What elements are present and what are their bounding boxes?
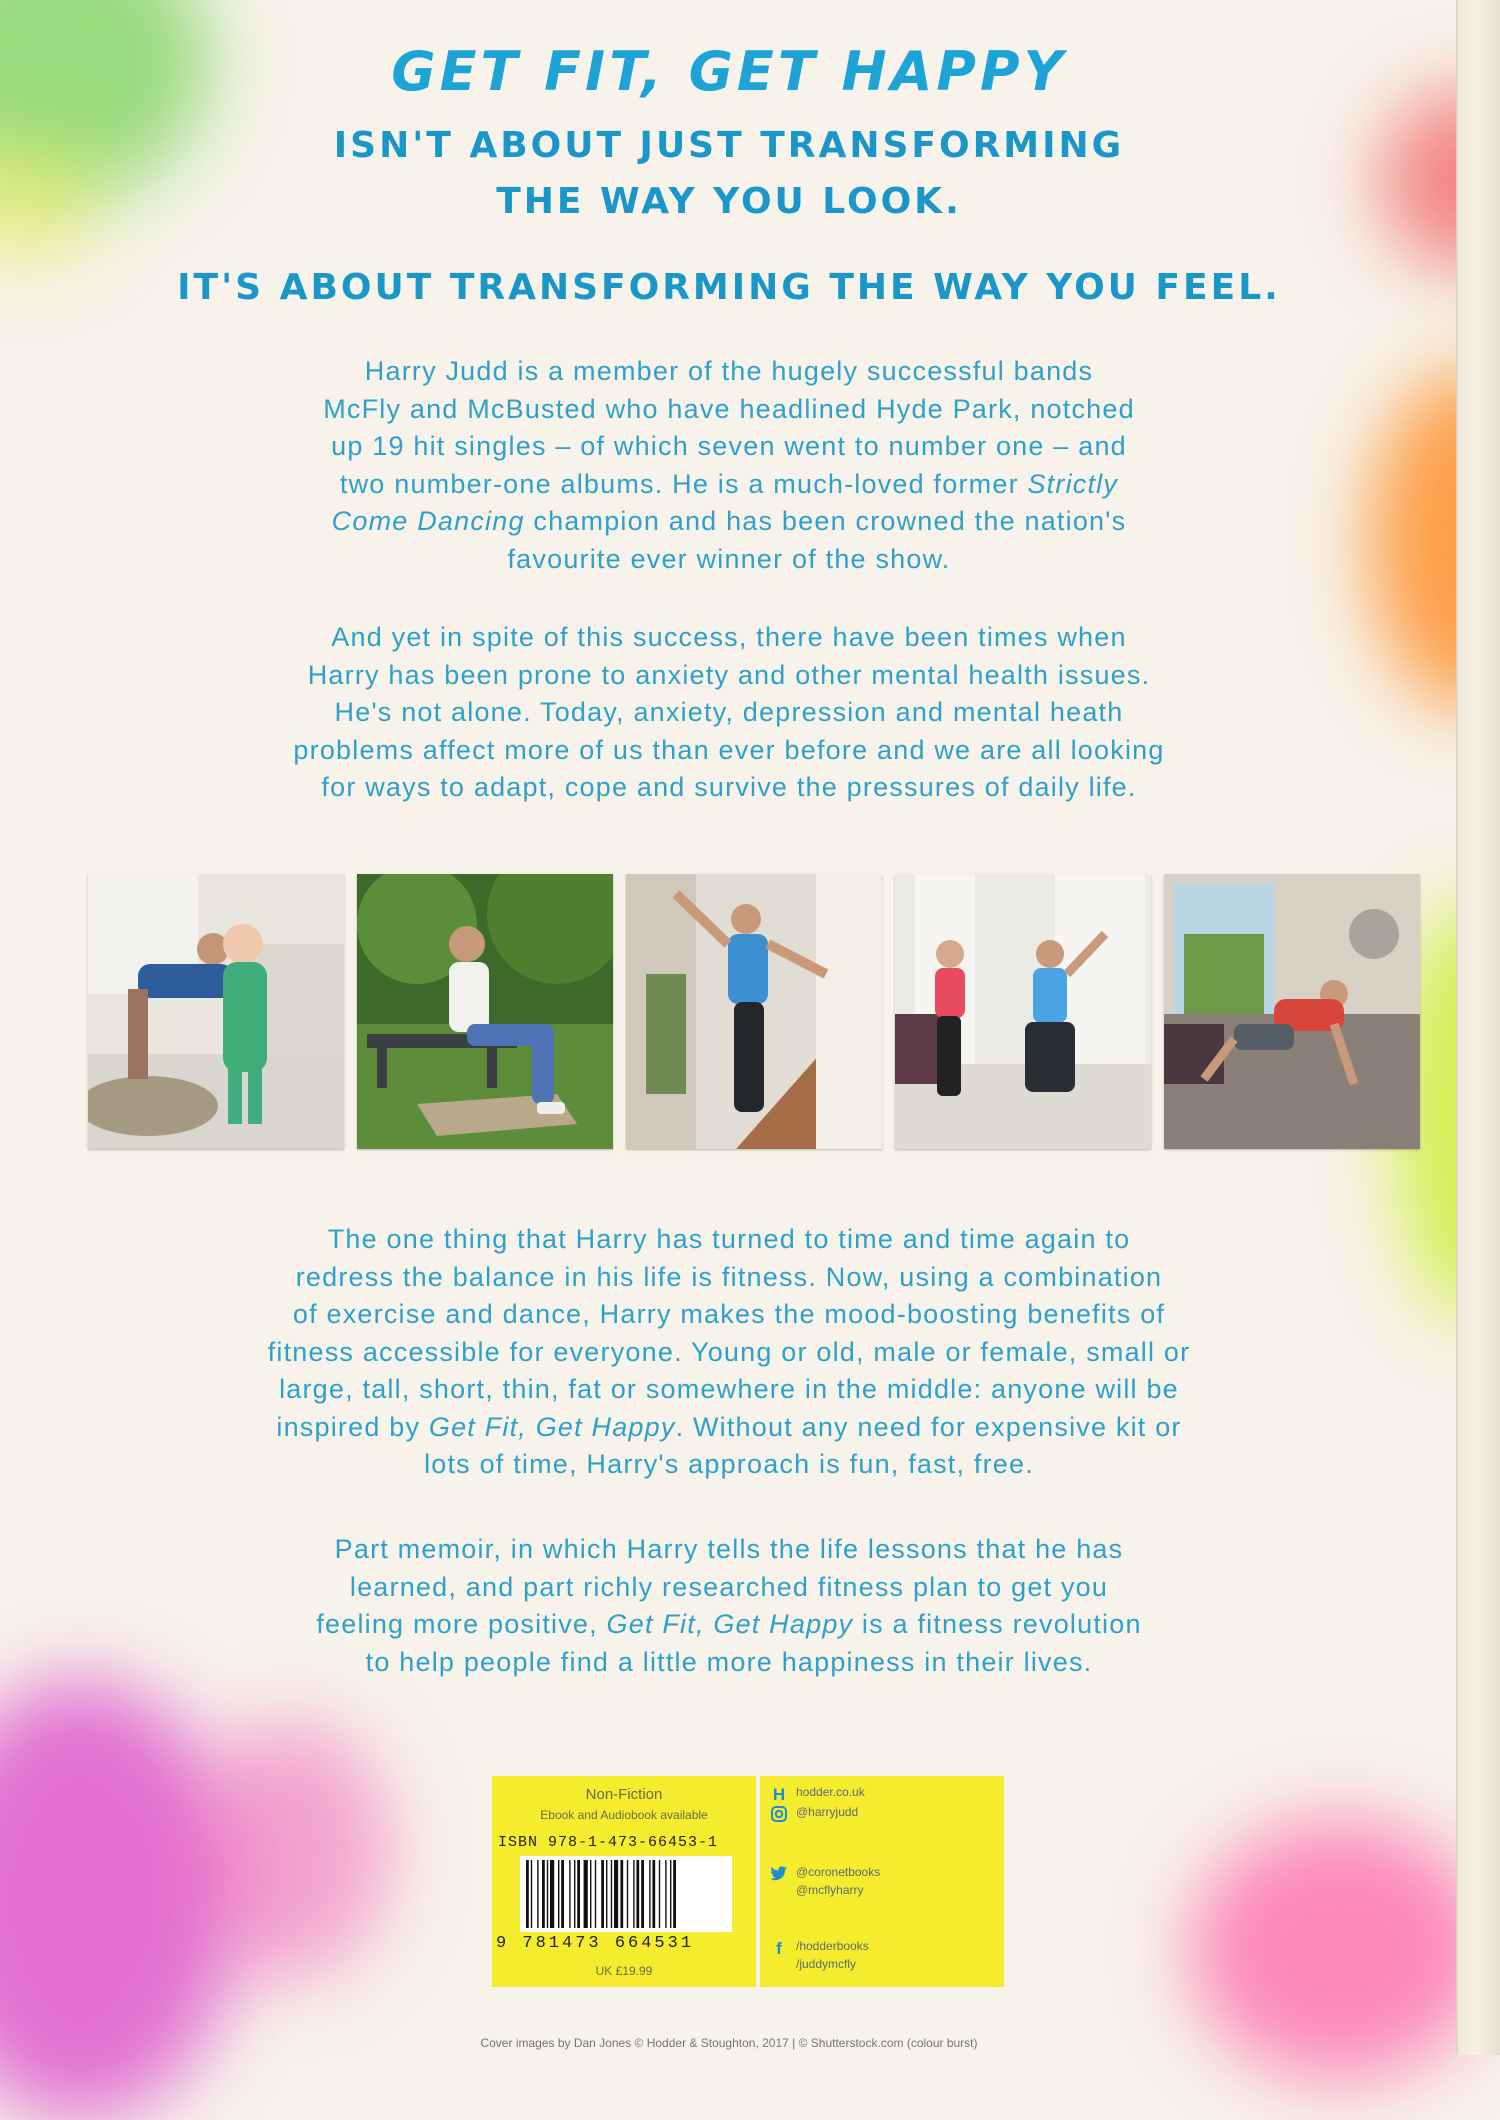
barcode-bar: [569, 1860, 570, 1928]
facebook-icon: f: [776, 1939, 782, 1958]
text-line: problems affect more of us than ever before and we are all looking: [293, 734, 1165, 765]
text-line: learned, and part richly researched fitness plan to get you: [349, 1571, 1109, 1602]
barcode-bar: [633, 1860, 634, 1928]
book-title: GET FIT, GET HAPPY: [391, 40, 1067, 103]
category-label: Non-Fiction: [585, 1786, 663, 1803]
text-line: large, tall, short, thin, fat or somewhere in the middle: anyone will be: [279, 1374, 1179, 1404]
subheading-line-2: THE WAY YOU LOOK.: [496, 181, 962, 222]
text-line: of exercise and dance, Harry makes the mood-boosting benefits of: [292, 1299, 1166, 1329]
text-line: Part memoir, in which Harry tells the life lessons that he has: [334, 1534, 1124, 1564]
text-line: [214, 1409, 1244, 1447]
subheading-line-1: ISN'T ABOUT JUST TRANSFORMING: [333, 125, 1125, 166]
barcode-bar: [547, 1860, 548, 1928]
text-span: inspired by: [276, 1411, 429, 1442]
text-line: up 19 hit singles – of which seven went to number one – and: [331, 431, 1127, 461]
barcode-bar: [670, 1860, 671, 1928]
barcode-bar: [673, 1860, 676, 1928]
facebook-page-juddy[interactable]: /juddymcfly: [796, 1957, 857, 1971]
twitter-bird-icon: [770, 1866, 788, 1884]
barcode-bar: [537, 1860, 538, 1928]
text-span: champion and has been crowned the nation's: [524, 506, 1127, 536]
barcode-bar: [550, 1860, 554, 1928]
cover-credits: Cover images by Dan Jones © Hodder & Stoughton, 2017 | © Shutterstock.com (colour burst): [480, 2036, 978, 2050]
text-line: [214, 1606, 1244, 1644]
barcode-bar: [584, 1860, 588, 1928]
text-line: lots of time, Harry's approach is fun, fast, free.: [424, 1449, 1034, 1479]
barcode-bar: [620, 1860, 623, 1928]
text-line: [214, 466, 1244, 504]
barcode-bar: [641, 1860, 644, 1928]
subheading-line-3: IT'S ABOUT TRANSFORMING THE WAY YOU FEEL.: [177, 267, 1281, 308]
italic-title: Get Fit, Get Happy: [606, 1609, 854, 1639]
paragraph-fitness: [214, 1221, 1244, 1484]
text-span: . Without any need for expensive kit or: [675, 1411, 1182, 1442]
barcode: [520, 1856, 732, 1932]
text-line: McFly and McBusted who have headlined Hyde Park, notched: [323, 393, 1135, 424]
instagram-handle[interactable]: @harryjudd: [796, 1805, 859, 1819]
photo-stair-climb: [626, 874, 882, 1149]
text-line: redress the balance in his life is fitness. Now, using a combination: [295, 1261, 1163, 1292]
text-line: favourite ever winner of the show.: [507, 543, 951, 574]
text-line: to help people find a little more happiness in their lives.: [365, 1646, 1093, 1677]
barcode-bar: [590, 1860, 591, 1928]
text-span: feeling more positive,: [316, 1609, 607, 1639]
barcode-digits: 9 781473 664531: [496, 1934, 695, 1953]
text-line: He's not alone. Today, anxiety, depression and mental heath: [334, 697, 1124, 727]
barcode-bar: [652, 1860, 655, 1928]
text-span: two number-one albums. He is a much-loved former: [339, 468, 1028, 499]
italic-title: Strictly: [1027, 468, 1119, 499]
barcode-bar: [561, 1860, 564, 1928]
text-line: fitness accessible for everyone. Young or old, male or female, small or: [267, 1336, 1191, 1367]
social-panel: [760, 1776, 1004, 1987]
instagram-icon: [770, 1806, 788, 1824]
barcode-bar: [558, 1860, 559, 1928]
text-span: is a fitness revolution: [853, 1609, 1142, 1639]
barcode-bar: [606, 1860, 607, 1928]
rose-splash-left: [190, 1720, 390, 1980]
paragraph-anxiety: [214, 619, 1244, 807]
barcode-bar: [611, 1860, 612, 1928]
website-link[interactable]: hodder.co.uk: [796, 1785, 865, 1799]
photo-park-bench-dip: [357, 874, 613, 1149]
text-line: for ways to adapt, cope and survive the pressures of daily life.: [321, 772, 1137, 802]
barcode-bar: [542, 1860, 545, 1928]
formats-label: Ebook and Audiobook available: [540, 1808, 708, 1822]
barcode-bar: [601, 1860, 604, 1928]
twitter-handle-harry[interactable]: @mcflyharry: [796, 1883, 864, 1897]
barcode-bar: [627, 1860, 628, 1928]
text-line: Harry has been prone to anxiety and other mental health issues.: [307, 659, 1151, 690]
barcode-bar: [665, 1860, 666, 1928]
photo-strip: [88, 874, 1419, 1149]
hodder-h-icon: H: [772, 1785, 786, 1804]
barcode-bar: [659, 1860, 660, 1928]
pink-splash-left: [0, 1680, 240, 2120]
barcode-bar: [636, 1860, 639, 1928]
text-line: The one thing that Harry has turned to time and time again to: [327, 1224, 1131, 1254]
barcode-bar: [614, 1860, 618, 1928]
text-line: And yet in spite of this success, there have been times when: [331, 622, 1127, 652]
photo-floor-exercise: [1164, 874, 1420, 1149]
text-line: [214, 503, 1244, 541]
isbn-label: ISBN 978-1-473-66453-1: [498, 1834, 719, 1851]
twitter-handle-coronet[interactable]: @coronetbooks: [796, 1865, 881, 1879]
italic-title: Get Fit, Get Happy: [428, 1411, 676, 1442]
italic-title: Come Dancing: [331, 506, 525, 536]
barcode-bar: [577, 1860, 580, 1928]
barcode-bar: [649, 1860, 650, 1928]
paragraph-memoir: [214, 1531, 1244, 1681]
barcode-bar: [531, 1860, 532, 1928]
paragraph-intro: [214, 353, 1244, 578]
barcode-bar: [574, 1860, 575, 1928]
book-spine: [1458, 0, 1500, 2055]
photo-dance-duo: [895, 874, 1151, 1149]
price-label: UK £19.99: [595, 1964, 653, 1978]
photo-pushup-with-child: [88, 874, 344, 1149]
barcode-bar: [595, 1860, 596, 1928]
barcode-bar: [526, 1860, 529, 1928]
facebook-page-hodder[interactable]: /hodderbooks: [796, 1939, 869, 1953]
text-line: Harry Judd is a member of the hugely successful bands: [364, 356, 1094, 386]
barcode-panel: [492, 1776, 756, 1987]
